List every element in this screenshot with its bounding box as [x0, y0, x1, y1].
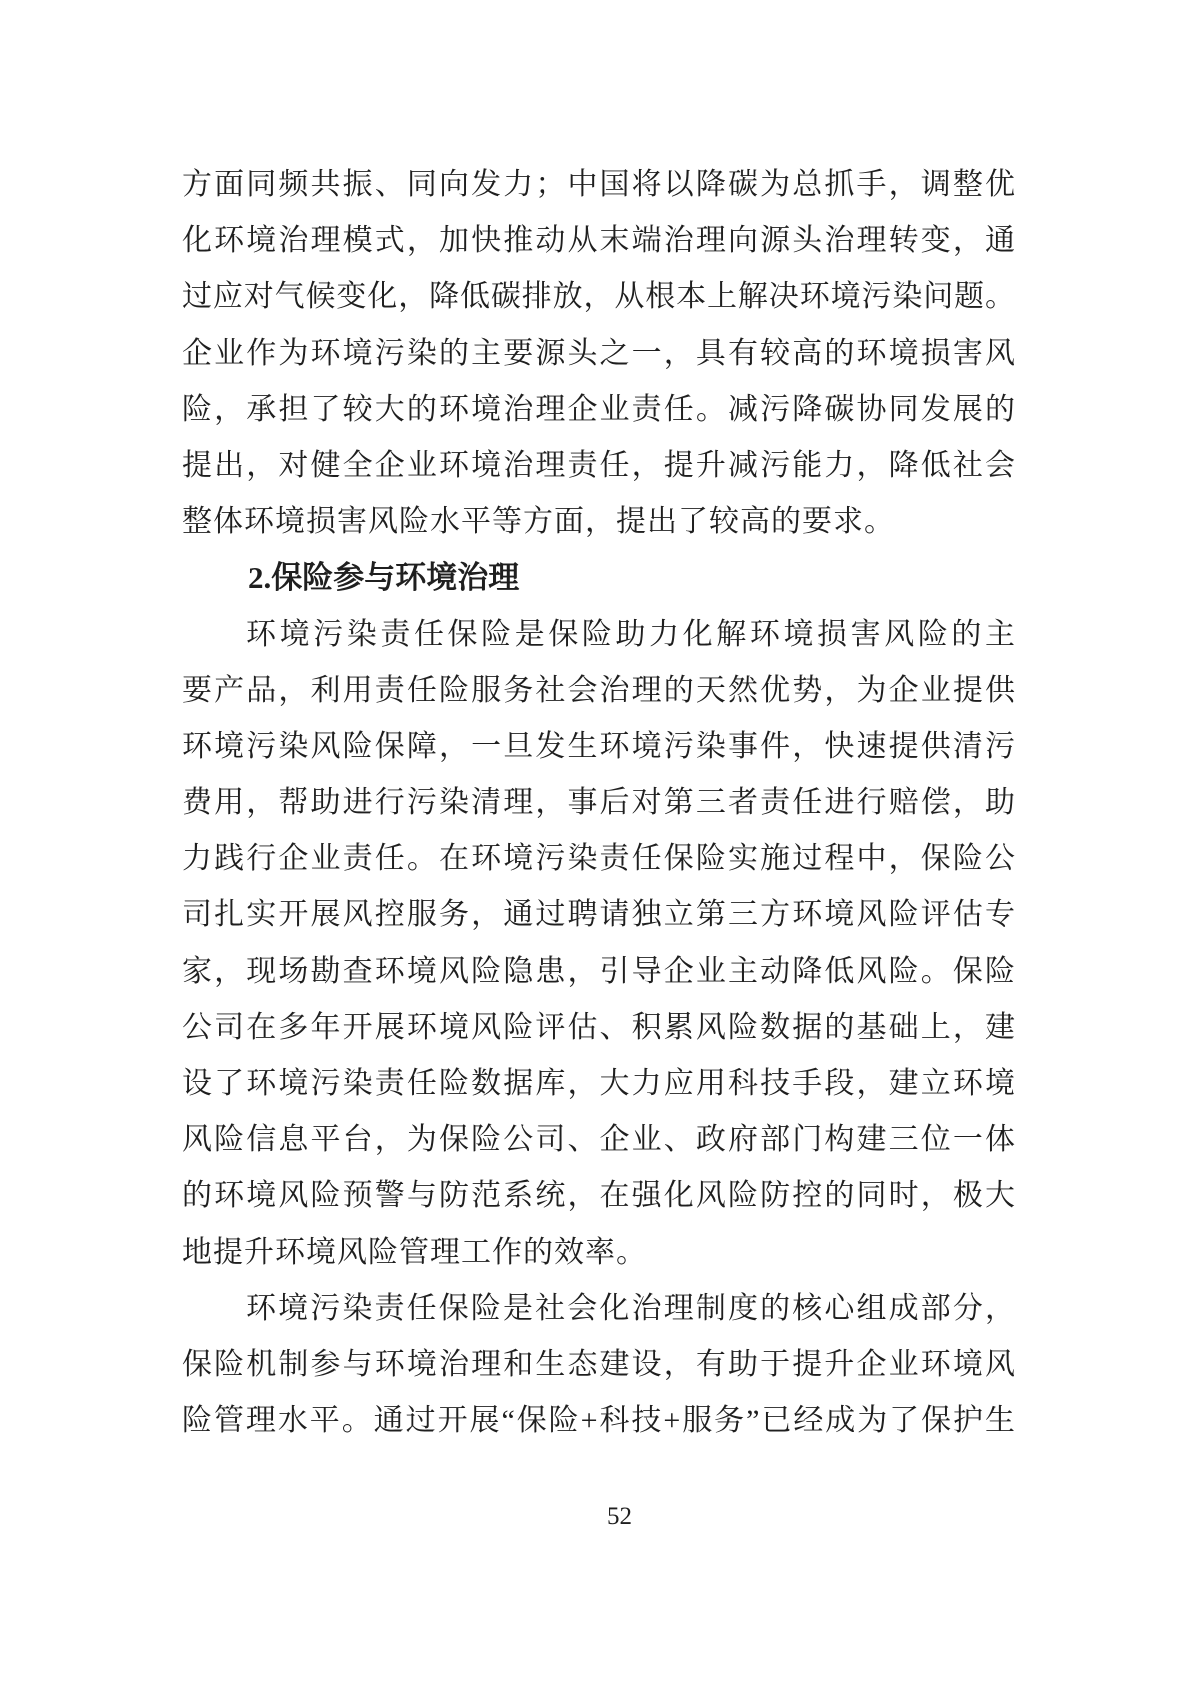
paragraph-1	[182, 157, 1015, 550]
page-body-text	[182, 157, 1015, 1449]
paragraph-2	[182, 607, 1015, 1281]
text-line: 的环境风险预警与防范系统，在强化风险防控的同时，极大	[182, 1179, 1015, 1213]
text-line: 整体环境损害风险水平等方面，提出了较高的要求。	[182, 505, 895, 539]
text-line: 家，现场勘查环境风险隐患，引导企业主动降低风险。保险	[182, 954, 1015, 988]
text-line: 方面同频共振、同向发力；中国将以降碳为总抓手，调整优	[182, 168, 1015, 201]
section-heading: 2.保险参与环境治理	[248, 560, 520, 596]
text-line: 险，承担了较大的环境治理企业责任。减污降碳协同发展的	[182, 392, 1015, 426]
text-line: 保险机制参与环境治理和生态建设，有助于提升企业环境风	[182, 1347, 1015, 1381]
paragraph-3	[182, 1281, 1015, 1450]
text-line: 风险信息平台，为保险公司、企业、政府部门构建三位一体	[182, 1123, 1015, 1157]
text-line: 费用，帮助进行污染清理，事后对第三者责任进行赔偿，助	[182, 786, 1015, 820]
text-line: 环境污染风险保障，一旦发生环境污染事件，快速提供清污	[182, 729, 1015, 763]
text-line: 提出，对健全企业环境治理责任，提升减污能力，降低社会	[182, 448, 1015, 482]
text-line: 力践行企业责任。在环境污染责任保险实施过程中，保险公	[182, 842, 1015, 876]
page-number: 52	[607, 1503, 632, 1530]
text-line: 环境污染责任保险是社会化治理制度的核心组成部分，	[246, 1291, 1015, 1325]
text-line: 司扎实开展风控服务，通过聘请独立第三方环境风险评估专	[182, 898, 1015, 932]
text-line: 公司在多年开展环境风险评估、积累风险数据的基础上，建	[182, 1010, 1015, 1044]
text-line: 地提升环境风险管理工作的效率。	[182, 1235, 647, 1269]
text-line: 要产品，利用责任险服务社会治理的天然优势，为企业提供	[182, 673, 1015, 707]
text-line: 过应对气候变化，降低碳排放，从根本上解决环境污染问题。	[182, 280, 1015, 314]
text-line: 设了环境污染责任险数据库，大力应用科技手段，建立环境	[182, 1067, 1015, 1100]
text-line: 企业作为环境污染的主要源头之一，具有较高的环境损害风	[182, 336, 1015, 370]
text-line: 险管理水平。通过开展“保险+科技+服务”已经成为了保护生	[182, 1404, 1015, 1438]
text-line: 环境污染责任保险是保险助力化解环境损害风险的主	[246, 617, 1015, 651]
text-line: 化环境治理模式，加快推动从末端治理向源头治理转变，通	[182, 224, 1015, 258]
